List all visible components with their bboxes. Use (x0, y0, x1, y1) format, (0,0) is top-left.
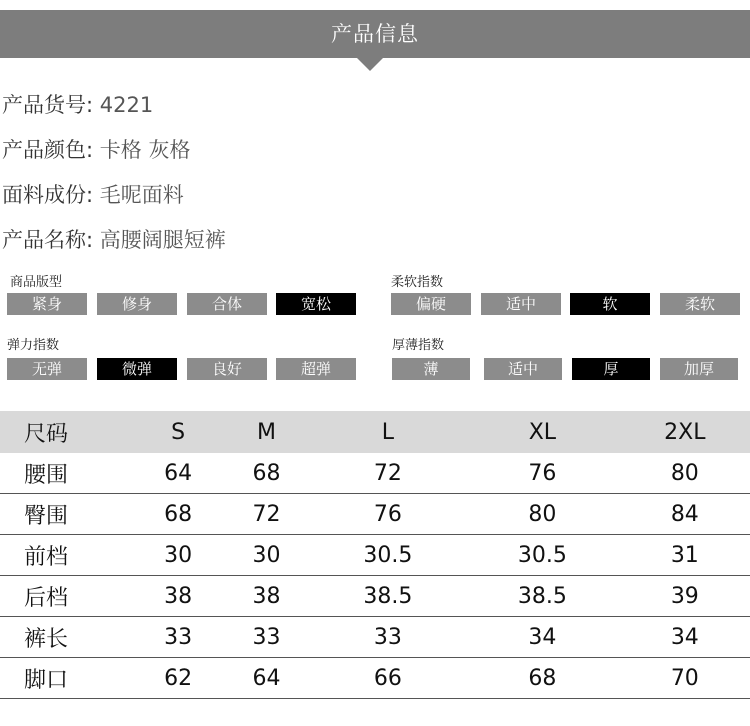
elasticity-option: 超弹 (276, 358, 356, 380)
table-cell: 30 (134, 535, 222, 576)
banner-title: 产品信息 (331, 22, 419, 46)
softness-index-title: 柔软指数 (391, 275, 444, 290)
size-header-m: M (222, 411, 310, 453)
table-cell: 33 (311, 617, 466, 658)
table-cell: 34 (465, 617, 620, 658)
table-cell: 76 (311, 494, 466, 535)
row-label: 后档 (0, 576, 134, 617)
size-table-header-row (0, 411, 750, 453)
row-label: 臀围 (0, 494, 134, 535)
row-label: 裤长 (0, 617, 134, 658)
softness-option: 软 (570, 293, 650, 315)
elasticity-option: 良好 (187, 358, 267, 380)
table-cell: 80 (620, 453, 750, 494)
table-cell: 68 (134, 494, 222, 535)
table-row (0, 535, 750, 576)
softness-option: 柔软 (660, 293, 740, 315)
table-cell: 76 (465, 453, 620, 494)
info-label: 面料成份: (2, 183, 94, 207)
table-row (0, 494, 750, 535)
size-header-l: L (311, 411, 466, 453)
table-row (0, 658, 750, 699)
info-item-name (2, 225, 226, 255)
table-cell: 70 (620, 658, 750, 699)
thickness-option: 适中 (484, 358, 562, 380)
table-cell: 39 (620, 576, 750, 617)
table-row (0, 453, 750, 494)
softness-option: 偏硬 (391, 293, 471, 315)
info-item-fabric (2, 180, 184, 210)
section-banner (0, 10, 750, 58)
info-item-color (2, 135, 190, 165)
table-cell: 72 (222, 494, 310, 535)
table-cell: 38 (134, 576, 222, 617)
table-cell: 72 (311, 453, 466, 494)
table-cell: 30 (222, 535, 310, 576)
size-header-label: 尺码 (0, 411, 134, 453)
table-cell: 30.5 (311, 535, 466, 576)
table-cell: 68 (222, 453, 310, 494)
info-label: 产品货号: (2, 93, 94, 117)
banner-notch (357, 58, 383, 71)
table-cell: 64 (222, 658, 310, 699)
info-value: 卡格 灰格 (99, 138, 191, 162)
fit-index-title: 商品版型 (10, 275, 63, 290)
row-label: 前档 (0, 535, 134, 576)
thickness-option: 厚 (572, 358, 650, 380)
thickness-index-title: 厚薄指数 (392, 338, 445, 353)
row-label: 脚口 (0, 658, 134, 699)
size-header-s: S (134, 411, 222, 453)
info-label: 产品名称: (2, 228, 94, 252)
thickness-option: 加厚 (660, 358, 738, 380)
table-cell: 68 (465, 658, 620, 699)
elasticity-option: 微弹 (97, 358, 177, 380)
table-cell: 33 (134, 617, 222, 658)
elasticity-option: 无弹 (7, 358, 87, 380)
info-item-sku (2, 90, 153, 120)
table-row (0, 617, 750, 658)
table-cell: 62 (134, 658, 222, 699)
table-cell: 84 (620, 494, 750, 535)
table-cell: 64 (134, 453, 222, 494)
size-header-xl: XL (465, 411, 620, 453)
table-row (0, 576, 750, 617)
info-label: 产品颜色: (2, 138, 94, 162)
table-cell: 38 (222, 576, 310, 617)
table-cell: 34 (620, 617, 750, 658)
table-cell: 30.5 (465, 535, 620, 576)
table-cell: 31 (620, 535, 750, 576)
table-cell: 66 (311, 658, 466, 699)
fit-option: 修身 (97, 293, 177, 315)
table-cell: 38.5 (465, 576, 620, 617)
size-header-2xl: 2XL (620, 411, 750, 453)
info-value: 高腰阔腿短裤 (99, 228, 226, 252)
softness-option: 适中 (481, 293, 561, 315)
fit-option: 宽松 (276, 293, 356, 315)
info-value: 4221 (99, 93, 154, 117)
row-label: 腰围 (0, 453, 134, 494)
elasticity-index-title: 弹力指数 (7, 338, 60, 353)
table-cell: 80 (465, 494, 620, 535)
thickness-option: 薄 (392, 358, 470, 380)
fit-option: 紧身 (7, 293, 87, 315)
fit-option: 合体 (187, 293, 267, 315)
size-table (0, 411, 750, 699)
info-value: 毛呢面料 (99, 183, 184, 207)
table-cell: 38.5 (311, 576, 466, 617)
table-cell: 33 (222, 617, 310, 658)
